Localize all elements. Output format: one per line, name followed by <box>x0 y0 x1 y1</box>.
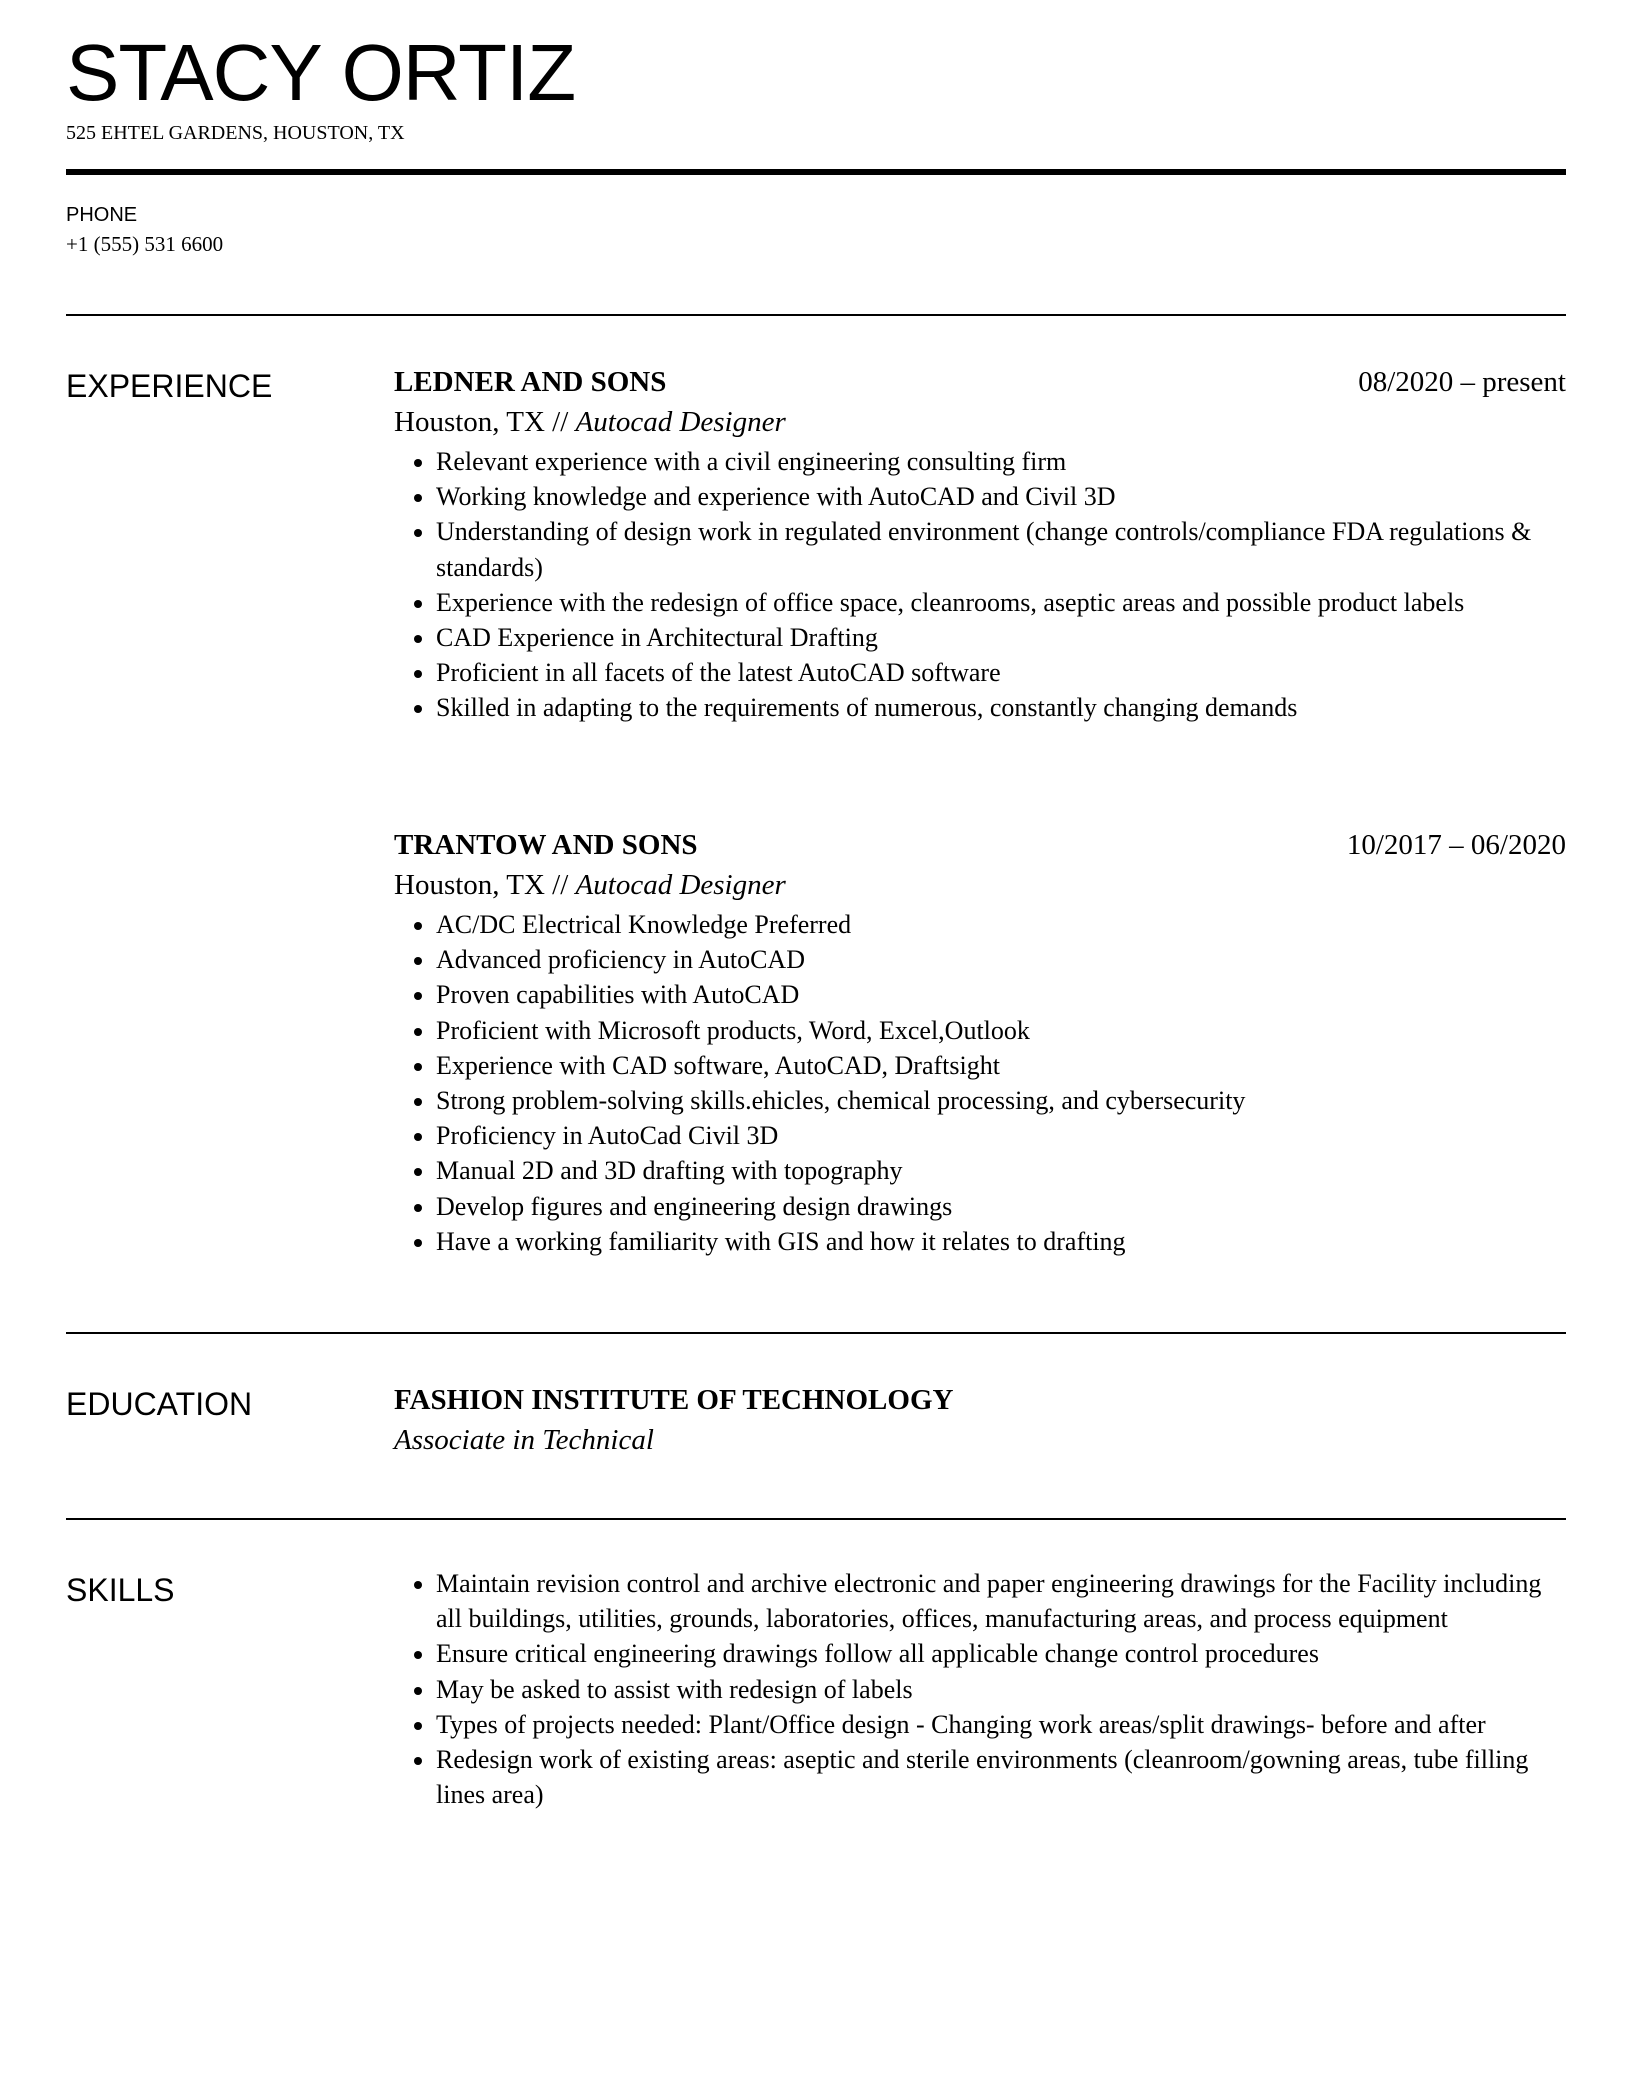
list-item: • Proficiency in AutoCad Civil 3D <box>436 1118 1566 1153</box>
candidate-address: 525 EHTEL GARDENS, HOUSTON, TX <box>66 122 405 144</box>
education-school: FASHION INSTITUTE OF TECHNOLOGY <box>394 1384 954 1416</box>
list-item: • Develop figures and engineering design drawings <box>436 1189 1566 1224</box>
job-company: TRANTOW AND SONS <box>394 829 698 861</box>
list-item: • Proficient with Microsoft products, Word, Excel,Outlook <box>436 1013 1566 1048</box>
phone-value: +1 (555) 531 6600 <box>66 232 224 256</box>
education-entry <box>394 1380 1566 1460</box>
list-item: • Proficient in all facets of the latest AutoCAD software <box>436 655 1566 690</box>
list-item: • AC/DC Electrical Knowledge Preferred <box>436 907 1566 942</box>
list-item: • Manual 2D and 3D drafting with topography <box>436 1153 1566 1188</box>
list-item: • Experience with the redesign of office space, cleanrooms, aseptic areas and possible product labels <box>436 585 1566 620</box>
job-separator: // <box>544 869 576 901</box>
skills-entry <box>394 1566 1566 1812</box>
job-location: Houston, TX <box>394 869 545 901</box>
list-item: • Strong problem-solving skills.ehicles, chemical processing, and cybersecurity <box>436 1083 1566 1118</box>
list-item: • Skilled in adapting to the requirements of numerous, constantly changing demands <box>436 690 1566 725</box>
job-location: Houston, TX <box>394 406 545 438</box>
phone-label: PHONE <box>66 204 138 226</box>
section-title-education: EDUCATION <box>66 1386 253 1422</box>
job-header <box>394 362 1566 402</box>
list-item: • Relevant experience with a civil engineering consulting firm <box>436 444 1566 479</box>
candidate-name: STACY ORTIZ <box>66 28 576 117</box>
job-dates: 10/2017 – 06/2020 <box>1346 829 1566 861</box>
job-subline <box>394 402 1566 442</box>
job-bullets <box>394 444 1566 726</box>
list-item: • Experience with CAD software, AutoCAD, Draftsight <box>436 1048 1566 1083</box>
list-item: • Have a working familiarity with GIS and how it relates to drafting <box>436 1224 1566 1259</box>
list-item: • Maintain revision control and archive electronic and paper engineering drawings for the Facility including all buildings, utilities, grounds, laboratories, offices, manufacturing areas, and process equipment <box>436 1566 1566 1636</box>
list-item: • Working knowledge and experience with AutoCAD and Civil 3D <box>436 479 1566 514</box>
divider-experience <box>66 1332 1566 1334</box>
job-subline <box>394 865 1566 905</box>
job-separator: // <box>544 406 576 438</box>
job-entry <box>394 362 1566 726</box>
section-title-skills: SKILLS <box>66 1572 175 1608</box>
list-item: • Types of projects needed: Plant/Office design - Changing work areas/split drawings- before and after <box>436 1707 1566 1742</box>
job-header <box>394 825 1566 865</box>
list-item: • May be asked to assist with redesign of labels <box>436 1672 1566 1707</box>
list-item: • Redesign work of existing areas: aseptic and sterile environments (cleanroom/gowning areas, tube filling lines area) <box>436 1742 1566 1812</box>
section-title-experience: EXPERIENCE <box>66 368 273 404</box>
job-role: Autocad Designer <box>575 406 786 438</box>
list-item: • Ensure critical engineering drawings follow all applicable change control procedures <box>436 1636 1566 1671</box>
divider-contact <box>66 314 1566 316</box>
job-company: LEDNER AND SONS <box>394 366 667 398</box>
list-item: • Advanced proficiency in AutoCAD <box>436 942 1566 977</box>
divider-education <box>66 1518 1566 1520</box>
job-bullets <box>394 907 1566 1259</box>
list-item: • Proven capabilities with AutoCAD <box>436 977 1566 1012</box>
job-dates: 08/2020 – present <box>1358 366 1566 398</box>
job-entry <box>394 825 1566 1259</box>
job-role: Autocad Designer <box>575 869 786 901</box>
education-degree: Associate in Technical <box>394 1424 654 1456</box>
list-item: • Understanding of design work in regulated environment (change controls/compliance FDA regulations & standards) <box>436 514 1566 584</box>
skills-bullets <box>394 1566 1566 1812</box>
header-divider <box>66 169 1566 175</box>
list-item: • CAD Experience in Architectural Drafting <box>436 620 1566 655</box>
